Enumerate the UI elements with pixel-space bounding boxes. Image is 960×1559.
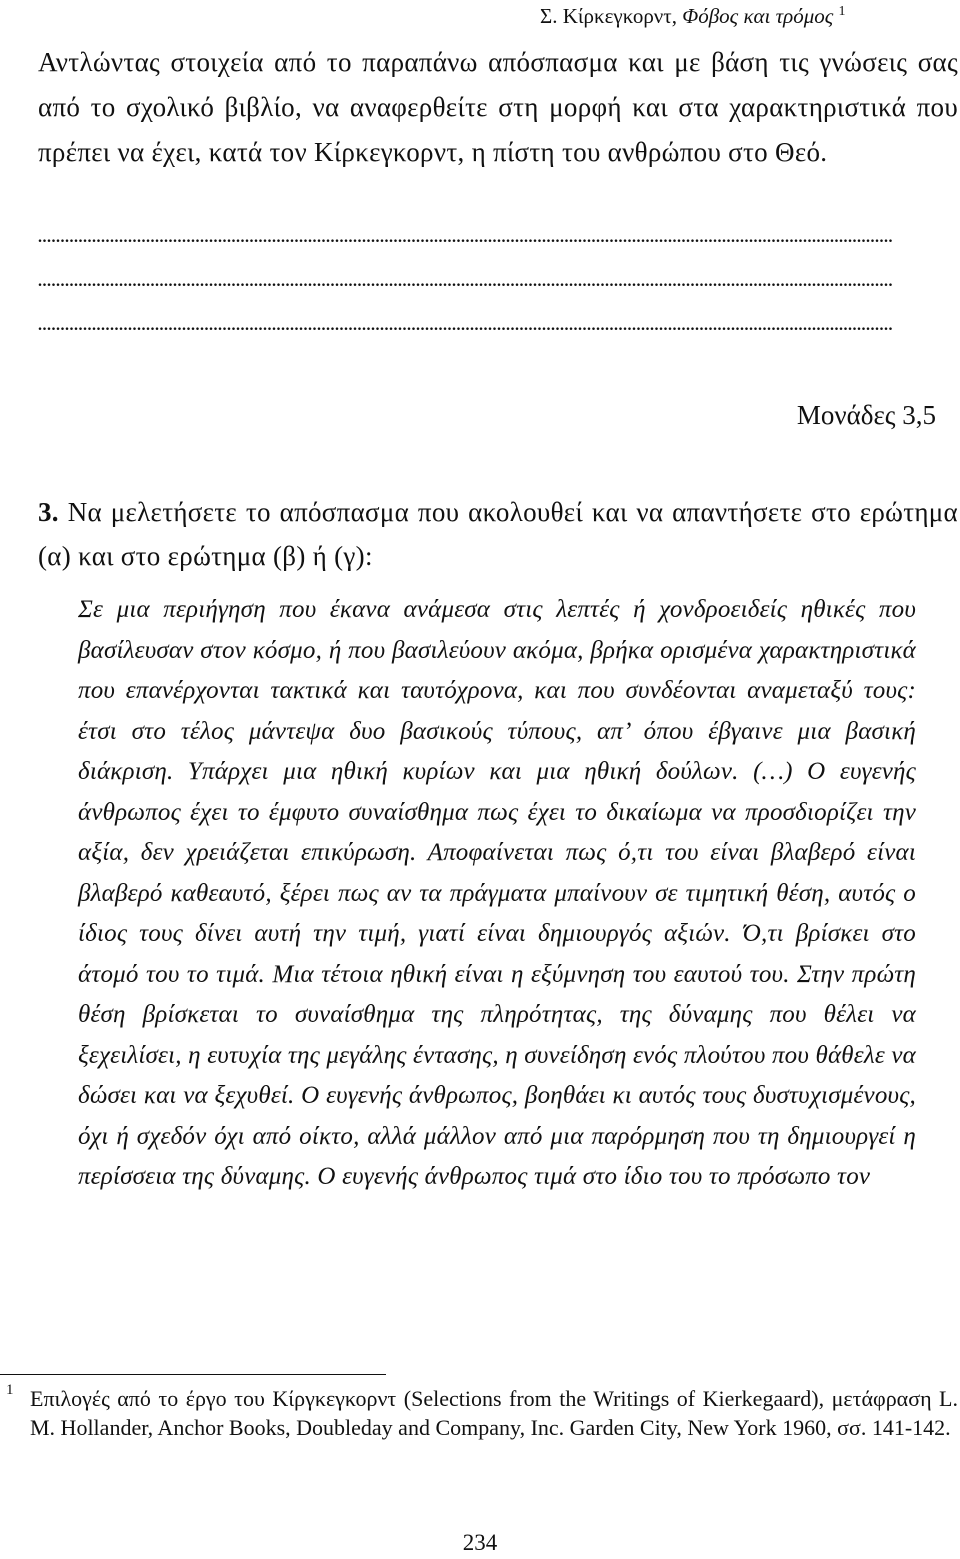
question-2-text: Αντλώντας στοιχεία από το παραπάνω απόσπασμα και με βάση τις γνώσεις σας από το σχολικό βιβλίο, να αναφερθείτε στη μορφή και στα χαρακτηριστικά που πρέπει να έχει, κατά τον Κίρκεγκορντ, η πίστη του ανθρώπου στο Θεό. [38,47,958,167]
source-title: Φόβος και τρόμος [682,4,834,28]
footnote-divider [0,1374,386,1375]
question-3 [38,490,958,578]
footnote-mark: 1 [6,1382,14,1398]
page-number: 234 [462,1530,498,1555]
question-3-number: 3. [38,497,59,527]
answer-line-2[interactable]: .............................................................................................................................................................................................. [38,273,893,290]
question-2-marks: Μονάδες 3,5 [796,400,936,430]
source-reference [540,4,846,29]
excerpt-text: Σε μια περιήγηση που έκανα ανάμεσα στις λεπτές ή χονδροειδείς ηθικές που βασίλευσαν στον κόσμο, ή που βασιλεύουν ακόμα, βρήκα ορισμένα χαρακτηριστικά που επανέρχονται τακτικά και ταυτόχρονα, και που συνδέονται αναμεταξύ τους: έτσι στο τέλος μάντεψα δυο βασικούς τύπους, απ’ όπου έβγαινε μια βασική διάκριση. Υπάρχει μια ηθική κυρίων και μια ηθική δούλων. (…) Ο ευγενής άνθρωπος έχει το έμφυτο συναίσθημα πως έχει το δικαίωμα να προσδιορίζει την αξία, δεν χρειάζεται επικύρωση. Αποφαίνεται πως ό,τι του είναι βλαβερό είναι βλαβερό καθεαυτό, ξέρει πως αν τα πράγματα μπαίνουν σε τιμητική θέση, αυτός ο ίδιος τους δίνει αυτή την τιμή, γιατί είναι δημιουργός αξιών. Ό,τι βρίσκει στο άτομό του το τιμά. Μια τέτοια ηθική είναι η εξύμνηση του εαυτού του. Στην πρώτη θέση βρίσκεται το συναίσθημα της πληρότητας, της δύναμης που θέλει να ξεχειλίσει, η ευτυχία της μεγάλης έντασης, η συνείδηση ενός πλούτου που θάθελε να δώσει και να ξεχυθεί. Ο ευγενής άνθρωπος, βοηθάει κι αυτός τους δυστυχισμένους, όχι ή σχεδόν όχι από οίκτο, αλλά μάλλον από μια παρόρμηση που τη δημιουργεί η περίσσεια της δύναμης. Ο ευγενής άνθρωπος τιμά στο ίδιο του το πρόσωπο τον [78,596,916,1190]
footnote-text: Επιλογές από το έργο του Κίργκεγκορντ (Selections from the Writings of Kierkegaard), μετάφραση L. M. Hollander, Anchor Books, Doubleday and Company, Inc. Garden City, New York 1960, σσ. 141-142. [30,1386,958,1440]
question-3-text: Να μελετήσετε το απόσπασμα που ακολουθεί και να απαντήσετε στο ερώτημα (α) και στο ερώτημα (β) ή (γ): [38,497,958,571]
footnote-reference: 1 [838,4,846,19]
source-author: Σ. Κίρκεγκορντ, [540,4,677,28]
answer-line-3[interactable]: .............................................................................................................................................................................................. [38,317,893,334]
answer-line-1[interactable]: .............................................................................................................................................................................................. [38,229,893,246]
